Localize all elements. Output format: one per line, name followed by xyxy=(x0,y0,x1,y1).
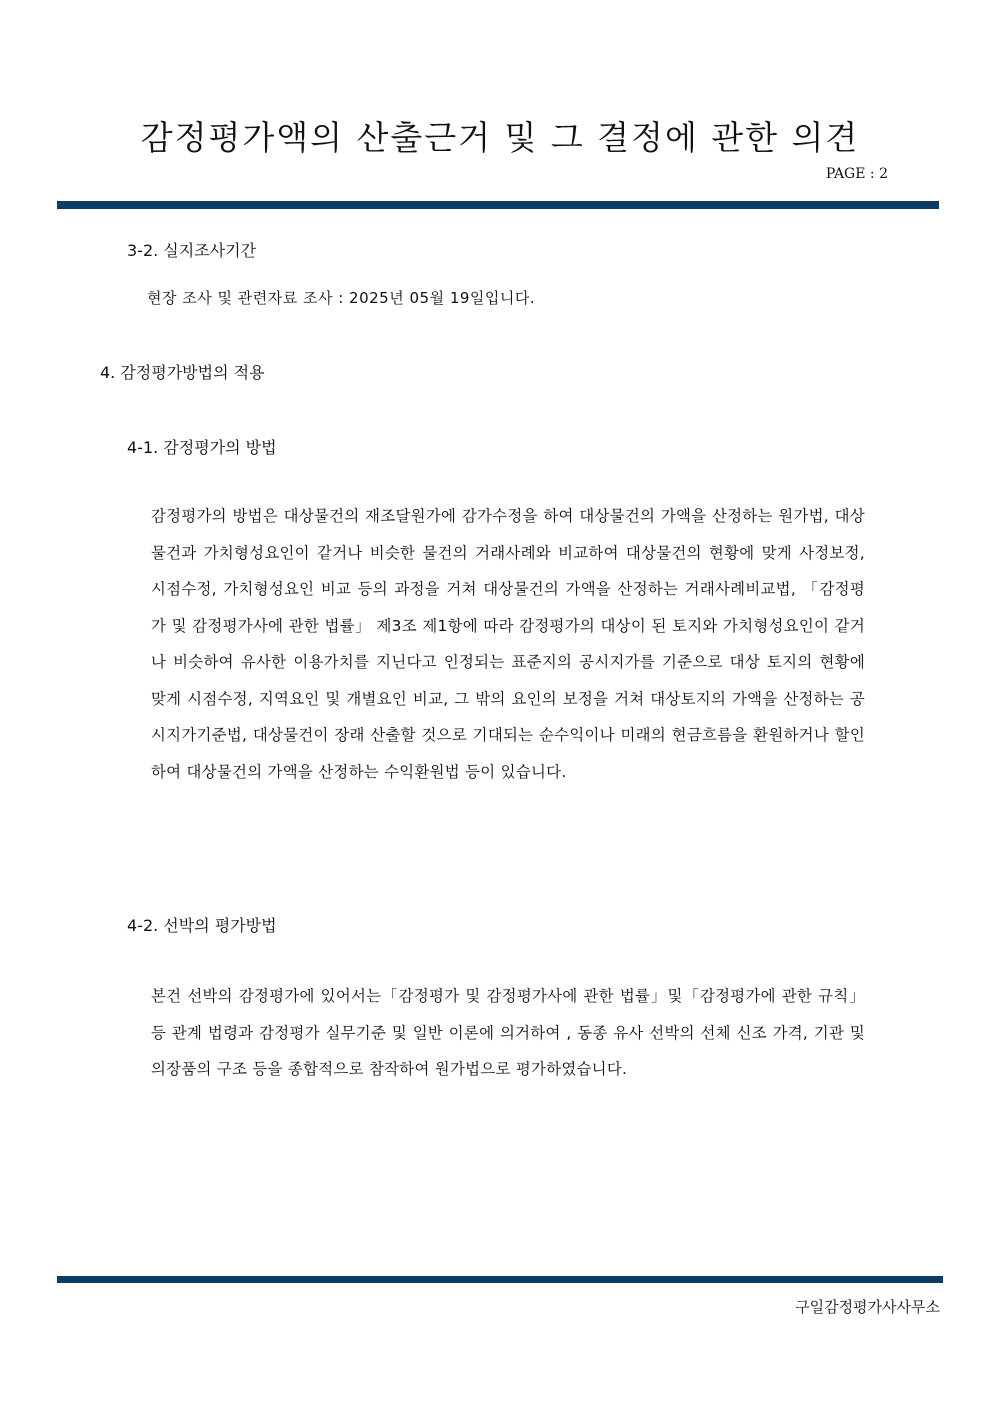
header-rule xyxy=(57,201,939,209)
appraisal-methods-paragraph: 감정평가의 방법은 대상물건의 재조달원가에 감가수정을 하여 대상물건의 가액을 산정하는 원가법, 대상물건과 가치형성요인이 같거나 비슷한 물건의 거래사례와 비교하여 대상물건의 현황에 맞게 사정보정, 시점수정, 가치형성요인 비교 등의 과정을 거쳐 대상물건의 가액을 산정하는 거래사례비교법, 「감정평가 및 감정평가사에 관한 법률」 제3조 제1항에 따라 감정평가의 대상이 된 토지와 가치형성요인이 같거나 비슷하여 유사한 이용가치를 지닌다고 인정되는 표준지의 공시지가를 기준으로 대상 토지의 현황에 맞게 시점수정, 지역요인 및 개별요인 비교, 그 밖의 요인의 보정을 거쳐 대상토지의 가액을 산정하는 공시지가기준법, 대상물건이 장래 산출할 것으로 기대되는 순수익이나 미래의 현금흐름을 환원하거나 할인하여 대상물건의 가액을 산정하는 수익환원법 등이 있습니다. xyxy=(151,507,865,781)
survey-period-text: 현장 조사 및 관련자료 조사 : 2025년 05월 19일입니다. xyxy=(147,289,536,307)
ship-appraisal-paragraph: 본건 선박의 감정평가에 있어서는「감정평가 및 감정평가사에 관한 법률」및「감정평가에 관한 규칙」등 관계 법령과 감정평가 실무기준 및 일반 이론에 의거하여 , 동종 유사 선박의 선체 신조 가격, 기관 및 의장품의 구조 등을 종합적으로 참작하여 원가법으로 평가하였습니다. xyxy=(151,987,865,1078)
footer-organization: 구일감정평가사사무소 xyxy=(795,1298,940,1316)
section-heading-4: 4. 감정평가방법의 적용 xyxy=(100,363,265,382)
page-number: PAGE : 2 xyxy=(825,166,888,182)
document-title: 감정평가액의 산출근거 및 그 결정에 관한 의견 xyxy=(140,118,860,157)
footer-rule xyxy=(57,1276,943,1283)
section-heading-4-2: 4-2. 선박의 평가방법 xyxy=(127,916,277,935)
section-heading-4-1: 4-1. 감정평가의 방법 xyxy=(127,438,277,457)
section-heading-3-2: 3-2. 실지조사기간 xyxy=(127,241,257,260)
